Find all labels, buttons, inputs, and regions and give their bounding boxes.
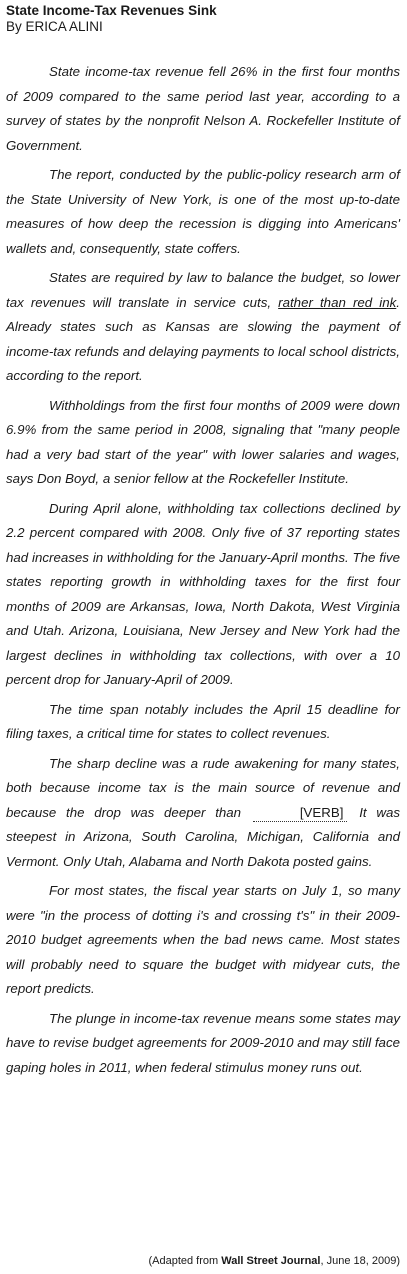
paragraph-8: For most states, the fiscal year starts on July 1, so many were "in the process of dotting i's and crossing t's" in their 2009-2010 budget agreements when the bad news came. Most states will probably need to square the budget with midyear cuts, the report predicts. xyxy=(6,883,400,996)
source-prefix: (Adapted from xyxy=(148,1255,222,1267)
article-byline: By ERICA ALINI xyxy=(6,19,103,34)
fill-in-blank[interactable]: [VERB] xyxy=(253,805,348,822)
paragraph-7-text-end: It was steepest in Arizona, South Carolina, Michigan, California and Vermont. Only Utah, Alabama and North Dakota posted gains. xyxy=(6,804,400,869)
paragraph-7-text-start: The sharp decline was a rude awakening for many states, both because income tax is the main source of revenue and because the drop was deeper than xyxy=(6,755,400,820)
underlined-phrase: rather than red ink xyxy=(278,294,397,310)
article-body xyxy=(6,60,400,1085)
source-suffix: , June 18, 2009) xyxy=(320,1255,400,1267)
paragraph-5: During April alone, withholding tax collections declined by 2.2 percent compared with 2008. Only five of 37 reporting states had increases in withholding for the January-April months. The five states reporting growth in withholding taxes for the first four months of 2009 are Arkansas, Iowa, North Dakota, West Virginia and Utah. Arizona, Louisiana, New Jersey and New York had the largest declines in withholding tax collections, with over a 10 percent drop for January-April of 2009. xyxy=(6,500,400,687)
paragraph-3 xyxy=(6,266,400,389)
paragraph-7 xyxy=(6,752,400,875)
paragraph-3-text-start: States are required by law to balance the budget, so lower tax revenues will translate in service cuts, xyxy=(6,270,400,310)
paragraph-9: The plunge in income-tax revenue means some states may have to revise budget agreements for 2009-2010 and may still face gaping holes in 2011, when federal stimulus money runs out. xyxy=(6,1010,400,1075)
paragraph-6: The time span notably includes the April 15 deadline for filing taxes, a critical time for states to collect revenues. xyxy=(6,701,400,741)
source-publication: Wall Street Journal xyxy=(221,1255,321,1267)
paragraph-3-text-end: . Already states such as Kansas are slowing the payment of income-tax refunds and delaying payments to local school districts, according to the report. xyxy=(6,294,400,383)
source-citation xyxy=(148,1254,400,1268)
paragraph-2: The report, conducted by the public-policy research arm of the State University of New York, is one of the most up-to-date measures of how deep the recession is digging into Americans' wallets and, consequently, state coffers. xyxy=(6,167,400,256)
paragraph-4: Withholdings from the first four months of 2009 were down 6.9% from the same period in 2008, signaling that "many people had a very bad start of the year" with lower salaries and wages, says Don Boyd, a senior fellow at the Rockefeller Institute. xyxy=(6,397,400,486)
paragraph-1: State income-tax revenue fell 26% in the first four months of 2009 compared to the same period last year, according to a survey of states by the nonprofit Nelson A. Rockefeller Institute of Government. xyxy=(6,64,400,153)
article-headline: State Income-Tax Revenues Sink xyxy=(6,3,217,18)
